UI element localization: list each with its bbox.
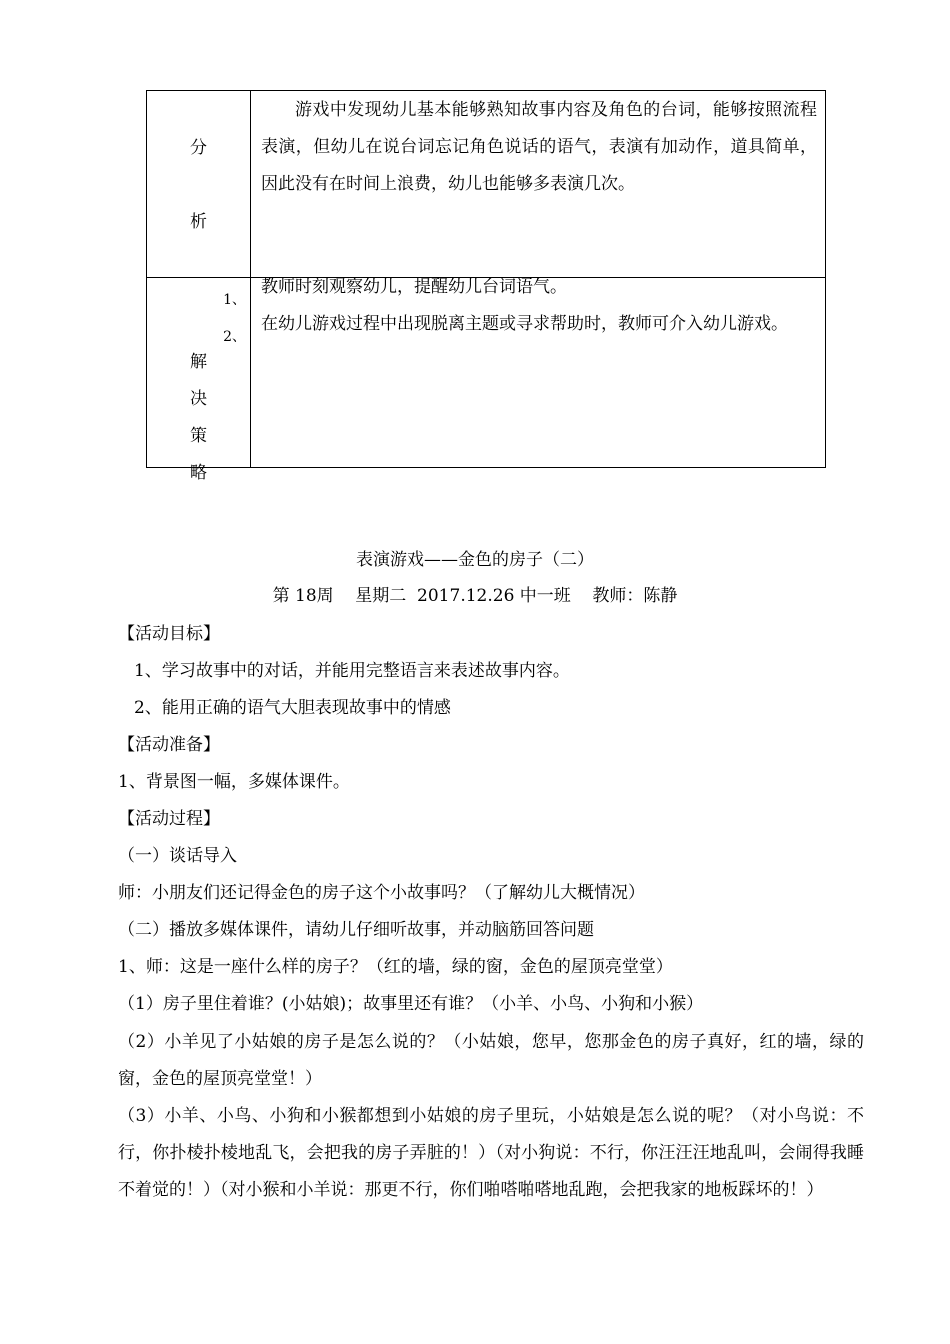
solution-content-cell bbox=[251, 278, 826, 468]
step-1-text: 师：小朋友们还记得金色的房子这个小故事吗？（了解幼儿大概情况） bbox=[118, 883, 645, 903]
reflection-table bbox=[146, 90, 826, 483]
question-1-3: （3）小羊、小鸟、小狗和小猴都想到小姑娘的房子里玩，小姑娘是怎么说的呢？（对小鸟说：不行，你扑棱扑棱地乱飞，会把我的房子弄脏的！）（对小狗说：不行，你汪汪汪地乱叫，会闹得我睡不着觉的！）（对小猴和小羊说：那更不行，你们啪嗒啪嗒地乱跑，会把我家的地板踩坏的！） bbox=[118, 1106, 864, 1200]
analysis-label-char-2: 析 bbox=[190, 212, 207, 232]
solution-row bbox=[147, 278, 826, 468]
question-1: 1、师：这是一座什么样的房子？（红的墙，绿的窗，金色的屋顶亮堂堂） bbox=[118, 957, 673, 977]
solution-marker-1: 1、 bbox=[223, 292, 246, 308]
question-1-2: （2）小羊见了小姑娘的房子是怎么说的？（小姑娘，您早，您那金色的房子真好，红的墙，绿的窗，金色的屋顶亮堂堂！） bbox=[118, 1032, 864, 1089]
solution-marker-2: 2、 bbox=[223, 329, 246, 345]
analysis-content-cell bbox=[251, 91, 826, 278]
goal-1: 1、学习故事中的对话，并能用完整语言来表述故事内容。 bbox=[134, 661, 570, 681]
lesson-meta: 第 18周 星期二 2017.12.26 中一班 教师：陈静 bbox=[272, 586, 678, 606]
solution-label-char-4: 略 bbox=[190, 463, 207, 483]
solution-label-cell bbox=[147, 278, 251, 483]
solution-item-1: 教师时刻观察幼儿，提醒幼儿台词语气。 bbox=[261, 277, 567, 297]
analysis-row bbox=[147, 91, 826, 278]
analysis-label-cell bbox=[147, 91, 251, 278]
goal-2: 2、能用正确的语气大胆表现故事中的情感 bbox=[134, 698, 451, 718]
solution-item-2: 在幼儿游戏过程中出现脱离主题或寻求帮助时，教师可介入幼儿游戏。 bbox=[261, 314, 788, 334]
lesson-title: 表演游戏——金色的房子（二） bbox=[356, 550, 594, 570]
prep-item-1: 1、背景图一幅，多媒体课件。 bbox=[118, 772, 350, 792]
goals-header: 【活动目标】 bbox=[118, 624, 220, 644]
step-1-title: （一）谈话导入 bbox=[118, 846, 237, 866]
question-1-1: （1）房子里住着谁？(小姑娘)；故事里还有谁？（小羊、小鸟、小狗和小猴） bbox=[118, 994, 704, 1014]
solution-label-char-1: 解 bbox=[190, 352, 207, 372]
step-2-title: （二）播放多媒体课件，请幼儿仔细听故事，并动脑筋回答问题 bbox=[118, 920, 594, 940]
process-header: 【活动过程】 bbox=[118, 809, 220, 829]
prep-header: 【活动准备】 bbox=[118, 735, 220, 755]
solution-label-char-3: 策 bbox=[190, 426, 207, 446]
analysis-label-char-1: 分 bbox=[190, 138, 207, 158]
solution-label-char-2: 决 bbox=[190, 389, 207, 409]
analysis-text: 游戏中发现幼儿基本能够熟知故事内容及角色的台词，能够按照流程表演，但幼儿在说台词忘记角色说话的语气，表演有加动作，道具简单，因此没有在时间上浪费，幼儿也能够多表演几次。 bbox=[261, 100, 817, 194]
